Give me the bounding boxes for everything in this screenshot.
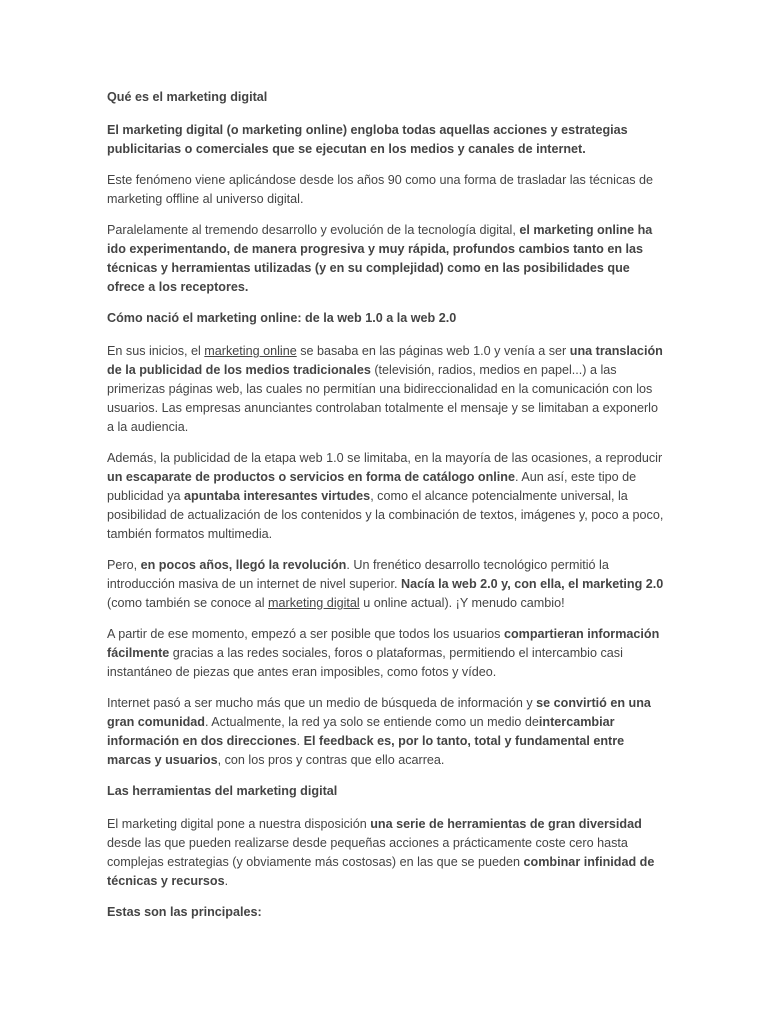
text-run: . Un frenético desarrollo tecnológico permitió la introducción masiva de un internet de nivel superior.: [107, 558, 609, 591]
section-heading: [107, 88, 668, 107]
section-heading: [107, 782, 668, 801]
text-run: .: [296, 734, 304, 748]
paragraph: [107, 342, 668, 437]
bold-text: una serie de herramientas de gran diversidad: [370, 817, 642, 831]
bold-text: combinar infinidad de técnicas y recursos: [107, 855, 655, 888]
bold-text: el marketing online ha ido experimentando, de manera progresiva y muy rápida, profundos cambios tanto en las técnicas y herramientas utilizadas (y en su complejidad) como en las posibilidades que ofrece a los receptores.: [107, 223, 653, 294]
text-run: Paralelamente al tremendo desarrollo y evolución de la tecnología digital,: [107, 223, 520, 237]
bold-text: una translación de la publicidad de los medios tradicionales: [107, 344, 663, 377]
bold-text: Nacía la web 2.0 y, con ella, el marketing 2.0: [401, 577, 664, 591]
text-run: (como también se conoce al: [107, 596, 269, 610]
text-run: En sus inicios, el: [107, 344, 205, 358]
hyperlink-text[interactable]: marketing online: [204, 344, 297, 358]
text-run: El marketing digital pone a nuestra disposición: [107, 817, 371, 831]
paragraph: [107, 694, 668, 770]
paragraph: [107, 121, 668, 159]
paragraph: [107, 625, 668, 682]
text-run: (televisión, radios, medios en papel...) a las primerizas páginas web, las cuales no permitían una bidireccionalidad en la comunicación con los usuarios. Las empresas anunciantes controlaban totalmente el mensaje y se limitaban a exponerlo a la audiencia.: [107, 363, 658, 434]
document-body: [107, 88, 668, 922]
bold-text: Qué es el marketing digital: [107, 90, 268, 104]
text-run: desde las que pueden realizarse desde pequeñas acciones a prácticamente coste cero hasta complejas estrategias (y obviamente más costosas) en las que se pueden: [107, 836, 628, 869]
text-run: gracias a las redes sociales, foros o plataformas, permitiendo el intercambio casi instantáneo de piezas que antes eran imposibles, como fotos y vídeo.: [107, 646, 623, 679]
bold-text: El feedback es, por lo tanto, total y fundamental entre marcas y usuarios: [107, 734, 625, 767]
text-run: .: [224, 874, 229, 888]
text-run: Además, la publicidad de la etapa web 1.0 se limitaba, en la mayoría de las ocasiones, a reproducir: [107, 451, 663, 465]
text-run: u online actual). ¡Y menudo cambio!: [359, 596, 565, 610]
paragraph: [107, 449, 668, 544]
bold-text: El marketing digital (o marketing online) engloba todas aquellas acciones y estrategias publicitarias o comerciales que se ejecutan en los medios y canales de internet.: [107, 123, 628, 156]
bold-text: en pocos años, llegó la revolución: [140, 558, 347, 572]
bold-text: compartieran información fácilmente: [107, 627, 660, 660]
paragraph: [107, 556, 668, 613]
bold-text: un escaparate de productos o servicios en forma de catálogo online: [107, 470, 516, 484]
text-run: , con los pros y contras que ello acarrea.: [217, 753, 445, 767]
text-run: se basaba en las páginas web 1.0 y venía a ser: [296, 344, 570, 358]
bold-text: intercambiar información en dos direcciones: [107, 715, 615, 748]
bold-text: Cómo nació el marketing online: de la web 1.0 a la web 2.0: [107, 311, 457, 325]
paragraph: [107, 221, 668, 297]
paragraph: [107, 171, 668, 209]
paragraph: [107, 815, 668, 891]
hyperlink-text[interactable]: marketing digital: [268, 596, 360, 610]
text-run: Este fenómeno viene aplicándose desde los años 90 como una forma de trasladar las técnicas de marketing offline al universo digital.: [107, 173, 654, 206]
text-run: , como el alcance potencialmente universal, la posibilidad de actualización de los contenidos y la combinación de textos, imágenes y, poco a poco, también formatos multimedia.: [107, 489, 664, 541]
bold-text: Estas son las principales:: [107, 905, 262, 919]
bold-text: Las herramientas del marketing digital: [107, 784, 338, 798]
text-run: Internet pasó a ser mucho más que un medio de búsqueda de información y: [107, 696, 537, 710]
text-run: A partir de ese momento, empezó a ser posible que todos los usuarios: [107, 627, 504, 641]
text-run: . Aun así, este tipo de publicidad ya: [107, 470, 637, 503]
text-run: . Actualmente, la red ya solo se entiende como un medio de: [204, 715, 539, 729]
paragraph: [107, 903, 668, 922]
section-heading: [107, 309, 668, 328]
text-run: Pero,: [107, 558, 141, 572]
bold-text: se convirtió en una gran comunidad: [107, 696, 651, 729]
bold-text: apuntaba interesantes virtudes: [184, 489, 371, 503]
